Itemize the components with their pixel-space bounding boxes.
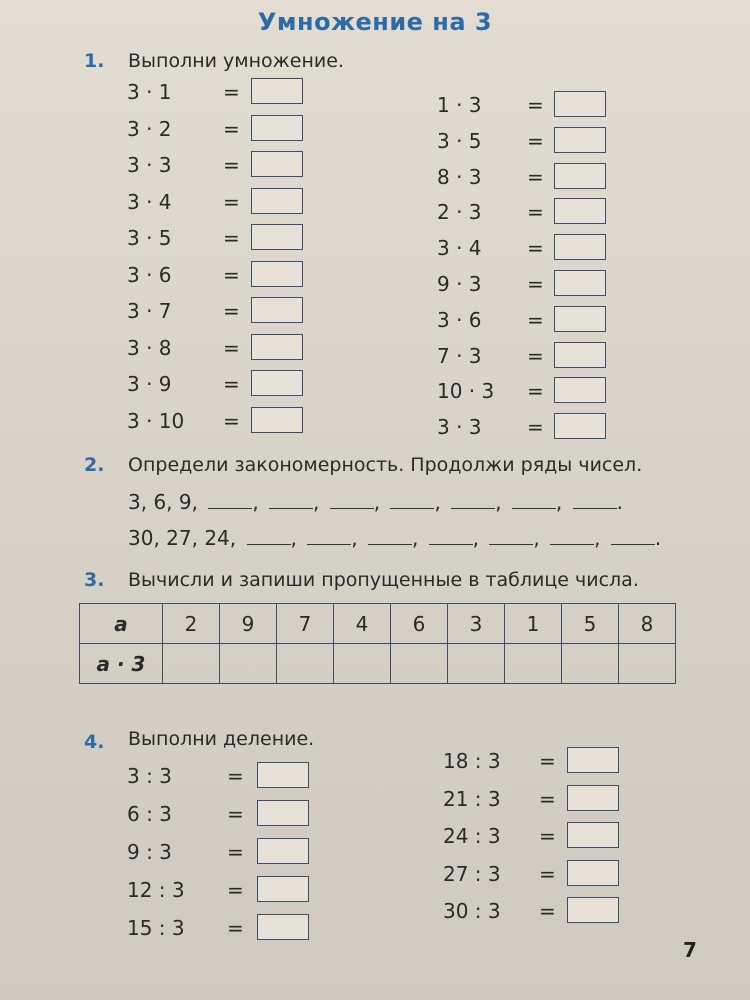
table-header-a: a bbox=[80, 604, 163, 644]
table-answer-cell[interactable] bbox=[220, 644, 277, 684]
table-answer-cell[interactable] bbox=[448, 644, 505, 684]
equals-sign: = bbox=[223, 408, 240, 433]
equals-sign: = bbox=[227, 878, 244, 902]
series-blank[interactable] bbox=[489, 526, 533, 545]
series-blank[interactable] bbox=[390, 490, 434, 509]
equals-sign: = bbox=[227, 802, 244, 826]
series-row-2-start: 30, 27, 24, bbox=[128, 526, 237, 550]
table-cell-value: 1 bbox=[505, 604, 562, 644]
answer-box[interactable] bbox=[257, 914, 309, 940]
table-cell-value: 4 bbox=[334, 604, 391, 644]
equals-sign: = bbox=[539, 749, 556, 773]
expression: 7 · 3 bbox=[437, 343, 482, 368]
task4-number: 4. bbox=[84, 731, 105, 753]
equals-sign: = bbox=[539, 824, 556, 848]
equals-sign: = bbox=[223, 372, 240, 396]
answer-box[interactable] bbox=[554, 306, 606, 332]
equals-sign: = bbox=[223, 262, 240, 287]
answer-box[interactable] bbox=[257, 838, 309, 864]
answer-box[interactable] bbox=[257, 762, 309, 788]
expression: 9 · 3 bbox=[437, 272, 482, 296]
task3-number: 3. bbox=[84, 569, 105, 591]
equals-sign: = bbox=[527, 128, 544, 153]
expression: 3 · 9 bbox=[127, 372, 172, 396]
expression: 18 : 3 bbox=[443, 749, 501, 773]
equals-sign: = bbox=[527, 236, 544, 261]
equals-sign: = bbox=[223, 189, 240, 214]
answer-box[interactable] bbox=[554, 198, 606, 224]
answer-box[interactable] bbox=[567, 860, 619, 886]
table-answer-cell[interactable] bbox=[163, 644, 220, 684]
answer-box[interactable] bbox=[567, 822, 619, 848]
answer-box[interactable] bbox=[251, 151, 303, 177]
series-blank[interactable] bbox=[269, 490, 313, 509]
page-title: Умножение на 3 bbox=[257, 8, 493, 36]
equals-sign: = bbox=[223, 335, 240, 360]
answer-box[interactable] bbox=[554, 413, 606, 439]
series-row-2: 30, 27, 24, , , , , , , . bbox=[128, 526, 662, 550]
series-blank[interactable] bbox=[451, 490, 495, 509]
equals-sign: = bbox=[527, 415, 544, 440]
answer-box[interactable] bbox=[251, 407, 303, 433]
equals-sign: = bbox=[223, 226, 240, 250]
series-blank[interactable] bbox=[368, 526, 412, 545]
expression: 3 · 4 bbox=[437, 236, 482, 261]
series-blank[interactable] bbox=[429, 526, 473, 545]
answer-box[interactable] bbox=[554, 91, 606, 117]
table-answer-cell[interactable] bbox=[391, 644, 448, 684]
equals-sign: = bbox=[227, 840, 244, 864]
expression: 2 · 3 bbox=[437, 200, 482, 225]
task1-number: 1. bbox=[84, 50, 105, 72]
equals-sign: = bbox=[527, 307, 544, 332]
expression: 6 : 3 bbox=[127, 802, 172, 826]
series-row-1-start: 3, 6, 9, bbox=[128, 490, 198, 514]
task2-number: 2. bbox=[84, 454, 105, 476]
expression: 3 · 4 bbox=[127, 189, 172, 214]
equals-sign: = bbox=[227, 764, 244, 788]
table-answer-cell[interactable] bbox=[277, 644, 334, 684]
expression: 8 · 3 bbox=[437, 164, 482, 189]
expression: 3 · 6 bbox=[127, 262, 172, 287]
expression: 10 · 3 bbox=[437, 379, 495, 404]
expression: 30 : 3 bbox=[443, 899, 501, 923]
table-cell-value: 7 bbox=[277, 604, 334, 644]
series-blank[interactable] bbox=[512, 490, 556, 509]
task2-text: Определи закономерность. Продолжи ряды чисел. bbox=[128, 454, 643, 476]
table-cell-value: 6 bbox=[391, 604, 448, 644]
table-cell-value: 2 bbox=[163, 604, 220, 644]
table-cell-value: 3 bbox=[448, 604, 505, 644]
expression: 3 · 1 bbox=[127, 80, 172, 104]
expression: 15 : 3 bbox=[127, 916, 185, 940]
expression: 3 · 5 bbox=[437, 128, 482, 153]
table-cell-value: 5 bbox=[562, 604, 619, 644]
answer-box[interactable] bbox=[251, 224, 303, 250]
expression: 3 · 2 bbox=[127, 116, 172, 141]
table-answer-cell[interactable] bbox=[619, 644, 676, 684]
equals-sign: = bbox=[223, 116, 240, 141]
answer-box[interactable] bbox=[554, 270, 606, 296]
equals-sign: = bbox=[223, 153, 240, 177]
expression: 3 · 7 bbox=[127, 299, 172, 323]
expression: 9 : 3 bbox=[127, 840, 172, 864]
expression: 21 : 3 bbox=[443, 786, 501, 811]
answer-box[interactable] bbox=[251, 78, 303, 104]
series-blank[interactable] bbox=[550, 526, 594, 545]
equals-sign: = bbox=[223, 80, 240, 104]
series-blank[interactable] bbox=[330, 490, 374, 509]
equals-sign: = bbox=[527, 272, 544, 296]
equals-sign: = bbox=[527, 343, 544, 368]
task1-text: Выполни умножение. bbox=[128, 50, 344, 72]
answer-box[interactable] bbox=[251, 115, 303, 141]
answer-box[interactable] bbox=[251, 261, 303, 287]
table-row-a bbox=[80, 604, 676, 644]
table-cell-value: 9 bbox=[220, 604, 277, 644]
table-header-a3: a · 3 bbox=[80, 644, 163, 684]
expression: 3 · 3 bbox=[127, 153, 172, 177]
answer-box[interactable] bbox=[257, 800, 309, 826]
answer-box[interactable] bbox=[567, 785, 619, 811]
series-blank[interactable] bbox=[208, 490, 252, 509]
series-row-1: 3, 6, 9, , , , , , , . bbox=[128, 490, 623, 514]
table-row-a3 bbox=[80, 644, 676, 684]
expression: 3 · 5 bbox=[127, 226, 172, 250]
answer-box[interactable] bbox=[257, 876, 309, 902]
answer-box[interactable] bbox=[554, 234, 606, 260]
answer-box[interactable] bbox=[251, 297, 303, 323]
answer-box[interactable] bbox=[554, 163, 606, 189]
equals-sign: = bbox=[227, 916, 244, 940]
equals-sign: = bbox=[527, 379, 544, 404]
expression: 24 : 3 bbox=[443, 824, 501, 848]
expression: 3 · 6 bbox=[437, 307, 482, 332]
series-blank[interactable] bbox=[611, 526, 655, 545]
equals-sign: = bbox=[527, 93, 544, 117]
answer-box[interactable] bbox=[567, 747, 619, 773]
equals-sign: = bbox=[539, 899, 556, 923]
answer-box[interactable] bbox=[567, 897, 619, 923]
equals-sign: = bbox=[527, 164, 544, 189]
equals-sign: = bbox=[223, 299, 240, 323]
expression: 1 · 3 bbox=[437, 93, 482, 117]
equals-sign: = bbox=[527, 200, 544, 225]
task3-text: Вычисли и запиши пропущенные в таблице числа. bbox=[128, 569, 639, 591]
table-answer-cell[interactable] bbox=[334, 644, 391, 684]
table-cell-value: 8 bbox=[619, 604, 676, 644]
answer-box[interactable] bbox=[554, 342, 606, 368]
expression: 3 : 3 bbox=[127, 764, 172, 788]
equals-sign: = bbox=[539, 786, 556, 811]
expression: 12 : 3 bbox=[127, 878, 185, 902]
table-answer-cell[interactable] bbox=[562, 644, 619, 684]
task4-text: Выполни деление. bbox=[128, 728, 315, 750]
series-blank[interactable] bbox=[247, 526, 291, 545]
answer-box[interactable] bbox=[251, 334, 303, 360]
answer-box[interactable] bbox=[251, 370, 303, 396]
expression: 3 · 3 bbox=[437, 415, 482, 440]
page-number: 7 bbox=[683, 938, 697, 962]
series-blank[interactable] bbox=[573, 490, 617, 509]
answer-box[interactable] bbox=[554, 127, 606, 153]
expression: 3 · 10 bbox=[127, 408, 185, 433]
table-answer-cell[interactable] bbox=[505, 644, 562, 684]
answer-box[interactable] bbox=[251, 188, 303, 214]
expression: 27 : 3 bbox=[443, 861, 501, 886]
equals-sign: = bbox=[539, 861, 556, 886]
series-blank[interactable] bbox=[307, 526, 351, 545]
expression: 3 · 8 bbox=[127, 335, 172, 360]
multiplication-table bbox=[79, 603, 676, 684]
answer-box[interactable] bbox=[554, 377, 606, 403]
